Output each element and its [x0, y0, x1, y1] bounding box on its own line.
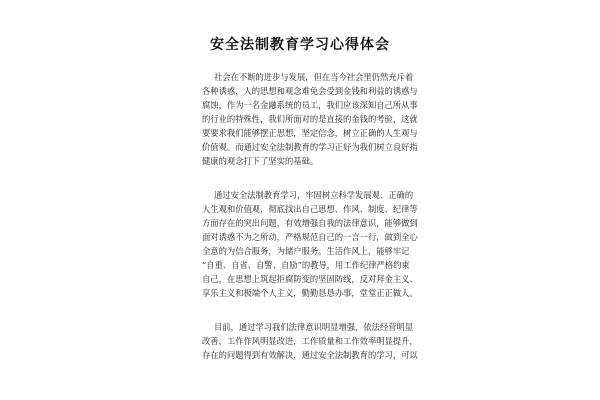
paragraph-3-line-1: 目前，通过学习我们法律意识明显增强，依法经营明显 [214, 322, 414, 332]
paragraph-3-line-3: 存在的问题得到有效解决，通过安全法制教育的学习，可以 [202, 350, 418, 360]
paragraph-1-line-3: 腐蚀，作为一名金融系统的员工，我们应该深知自己所从事 [202, 100, 418, 110]
paragraph-1-line-6: 价值观。而通过安全法制教育的学习正好为我们树立良好指 [202, 142, 418, 152]
paragraph-2-line-5: 全意的为信合服务，为储户服务。生活作风上，能够牢记 [202, 246, 410, 256]
paragraph-3-line-2: 改善，工作作风明显改进，工作质量和工作效率明显提升， [202, 336, 418, 346]
document-title: 安全法制教育学习心得体会 [210, 37, 390, 53]
paragraph-1-line-4: 的行业的特殊性，我们所面对的是直接的金钱的考验，这就 [202, 114, 418, 124]
paragraph-2-line-8: 享乐主义和极端个人主义，勤勤恳恳办事，堂堂正正做人。 [202, 288, 418, 298]
paragraph-1-line-2: 各种诱惑，人的思想和观念难免会受到金钱和利益的诱惑与 [202, 86, 418, 96]
paragraph-2-line-3: 方面存在的突出问题，有效增强自我的法律意识，能够做到 [202, 218, 418, 228]
paragraph-2-line-2: 人生观和价值观，彻底找出自己思想、作风、制度、纪律等 [202, 204, 418, 214]
paragraph-2-line-7: 自己，在思想上筑起拒腐防变的坚固防线，反对拜金主义、 [202, 274, 418, 284]
paragraph-1-line-5: 要要求我们能够摆正思想，坚定信念，树立正确的人生观与 [202, 128, 418, 138]
paragraph-2-line-1: 通过安全法制教育学习，牢固树立科学发展观、正确的 [214, 190, 414, 200]
paragraph-1-line-7: 健康的观念打下了坚实的基础。 [202, 156, 319, 166]
paragraph-1-line-1: 社会在不断的进步与发展，但在当今社会里仍然充斥着 [214, 72, 414, 82]
paragraph-2-line-4: 面对诱惑不为之所动，严格规范自己的一言一行，做到全心 [202, 232, 418, 242]
paragraph-2-line-6: “自重、自省、自警、自励”的教导，用工作纪律严格约束 [202, 260, 410, 270]
